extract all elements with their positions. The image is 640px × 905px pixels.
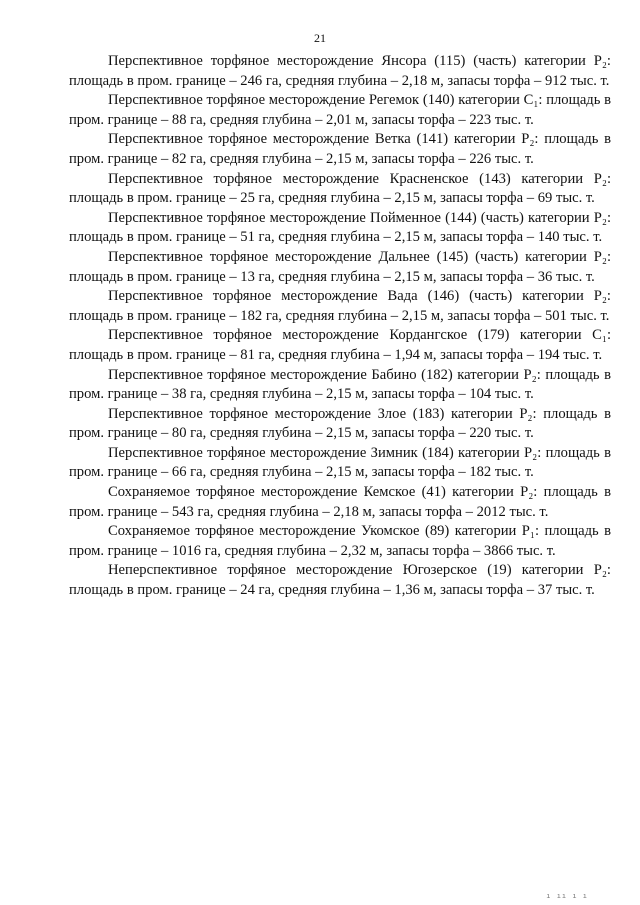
paragraph-yansora: Перспективное торфяное месторождение Янсора (115) (часть) категории P₂: площадь в пром. границе – 246 га, средняя глубина – 2,18 м, запасы торфа – 912 тыс. т. — [69, 53, 611, 89]
paragraph-zloe: Перспективное торфяное месторождение Злое (183) категории P₂: площадь в пром. границе – 80 га, средняя глубина – 2,15 м, запасы торфа – 220 тыс. т. — [69, 405, 611, 442]
paragraph-poymennoe: Перспективное торфяное месторождение Пойменное (144) (часть) категории P₂: площадь в пром. границе – 51 га, средняя глубина – 2,15 м, запасы торфа – 140 тыс. т. — [69, 209, 611, 246]
paragraph-krasnenskoe: Перспективное торфяное месторождение Красненское (143) категории P₂: площадь в пром. границе – 25 га, средняя глубина – 2,15 м, запасы торфа – 69 тыс. т. — [69, 170, 611, 207]
paragraph-vada: Перспективное торфяное месторождение Вада (146) (часть) категории P₂: площадь в пром. границе – 182 га, средняя глубина – 2,15 м, запасы торфа – 501 тыс. т. — [69, 288, 611, 324]
paragraph-vetka: Перспективное торфяное месторождение Ветка (141) категории P₂: площадь в пром. границе – 82 га, средняя глубина – 2,15 м, запасы торфа – 226 тыс. т. — [69, 131, 611, 167]
paragraph-ukomskoe: Сохраняемое торфяное месторождение Укомское (89) категории P₁: площадь в пром. границе – 1016 га, средняя глубина – 2,32 м, запасы торфа – 3866 тыс. т. — [69, 523, 611, 559]
paragraph-yugozerskoe: Неперспективное торфяное месторождение Югозерское (19) категории P₂: площадь в пром. границе – 24 га, средняя глубина – 1,36 м, запасы торфа – 37 тыс. т. — [69, 562, 611, 599]
document-body — [69, 52, 611, 601]
paragraph-kordangskoe: Перспективное торфяное месторождение Кордангское (179) категории C₁: площадь в пром. границе – 81 га, средняя глубина – 1,94 м, запасы торфа – 194 тыс. т. — [69, 327, 611, 363]
scan-barcode-mark: ı ıı ı ı — [546, 892, 588, 900]
paragraph-babino: Перспективное торфяное месторождение Бабино (182) категории P₂: площадь в пром. границе – 38 га, средняя глубина – 2,15 м, запасы торфа – 104 тыс. т. — [69, 366, 611, 403]
paragraph-dalnee: Перспективное торфяное месторождение Дальнее (145) (часть) категории P₂: площадь в пром. границе – 13 га, средняя глубина – 2,15 м, запасы торфа – 36 тыс. т. — [69, 248, 611, 285]
page-number: 21 — [314, 31, 326, 45]
paragraph-kemskoe: Сохраняемое торфяное месторождение Кемское (41) категории P₂: площадь в пром. границе – 543 га, средняя глубина – 2,18 м, запасы торфа – 2012 тыс. т. — [69, 484, 611, 520]
paragraph-regemok: Перспективное торфяное месторождение Регемок (140) категории C₁: площадь в пром. границе – 88 га, средняя глубина – 2,01 м, запасы торфа – 223 тыс. т. — [69, 92, 611, 128]
paragraph-zimnik: Перспективное торфяное месторождение Зимник (184) категории P₂: площадь в пром. границе – 66 га, средняя глубина – 2,15 м, запасы торфа – 182 тыс. т. — [69, 444, 611, 481]
